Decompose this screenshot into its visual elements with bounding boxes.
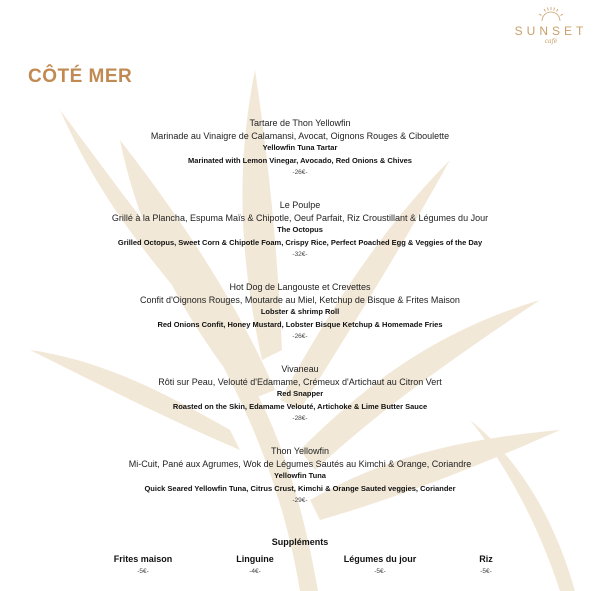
item-name-en: Yellowfin Tuna Tartar [262,143,338,153]
supplement-price: -5€- [480,568,492,575]
menu-item [0,117,600,199]
brand-logo [510,6,592,46]
supplement-name: Frites maison [113,554,173,564]
supplement-price: -4€- [249,568,261,575]
item-description-fr: Marinade au Vinaigre de Calamansi, Avocat, Oignons Rouges & Ciboulette [150,130,450,141]
item-description-fr: Mi-Cuit, Pané aux Agrumes, Wok de Légumes Sautés au Kimchi & Orange, Coriandre [128,458,472,469]
item-name-fr: Hot Dog de Langouste et Crevettes [229,282,371,292]
item-price: -29€- [292,497,308,505]
item-name-fr: Le Poulpe [279,200,321,210]
item-price: -32€- [292,251,308,259]
section-title: CÔTÉ MER [28,66,133,87]
supplement-name: Légumes du jour [343,554,417,564]
item-name-en: Lobster & shrimp Roll [260,307,340,317]
supplement-item [320,553,440,579]
sun-icon [536,6,566,22]
item-price: -26€- [292,169,308,177]
item-description-en: Grilled Octopus, Sweet Corn & Chipotle Foam, Crispy Rice, Perfect Poached Egg & Veggies of the Day [117,237,483,247]
item-description-fr: Rôti sur Peau, Velouté d'Edamame, Crémeux d'Artichaut au Citron Vert [158,376,442,387]
supplement-item [195,553,315,579]
brand-name: SUNSET [514,24,588,38]
item-price: -28€- [292,415,308,423]
item-name-en: Yellowfin Tuna [274,471,326,481]
item-description-en: Roasted on the Skin, Edamame Velouté, Artichoke & Lime Butter Sauce [172,401,428,411]
item-description-en: Red Onions Confit, Honey Mustard, Lobster Bisque Ketchup & Homemade Fries [157,319,443,329]
item-description-en: Marinated with Lemon Vinegar, Avocado, Red Onions & Chives [188,155,412,165]
item-description-fr: Grillé à la Plancha, Espuma Maïs & Chipotle, Oeuf Parfait, Riz Croustillant & Légumes du Jour [111,212,489,223]
supplement-name: Riz [479,554,493,564]
menu-item [0,281,600,363]
supplement-item [83,553,203,579]
item-name-fr: Thon Yellowfin [270,446,330,456]
item-name-en: The Octopus [277,225,323,235]
menu-item [0,363,600,445]
item-name-en: Red Snapper [276,389,324,399]
item-description-fr: Confit d'Oignons Rouges, Moutarde au Miel, Ketchup de Bisque & Frites Maison [140,294,460,305]
supplement-item [426,553,546,579]
item-description-en: Quick Seared Yellowfin Tuna, Citrus Crust, Kimchi & Orange Sauted veggies, Coriander [144,483,456,493]
supplements-title: Suppléments [271,537,329,547]
supplement-price: -5€- [374,568,386,575]
item-name-fr: Vivaneau [281,364,319,374]
menu-items [0,117,600,527]
supplement-price: -5€- [137,568,149,575]
supplements-list [0,553,600,583]
brand-subtitle: café [544,38,558,45]
supplement-name: Linguine [236,554,274,564]
menu-item [0,445,600,527]
item-name-fr: Tartare de Thon Yellowfin [249,118,351,128]
menu-item [0,199,600,281]
item-price: -26€- [292,333,308,341]
